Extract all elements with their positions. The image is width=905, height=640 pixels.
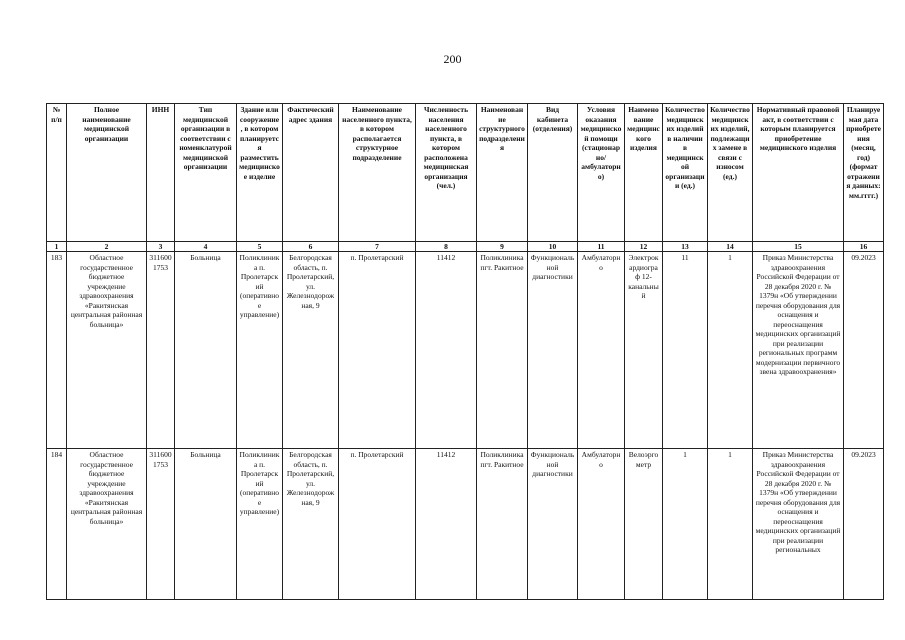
column-number: 3: [147, 242, 175, 252]
date-cell: 09.2023: [844, 449, 884, 600]
building-cell: Поликлиника п. Пролетарский (оперативное управление): [237, 449, 283, 600]
column-number: 4: [175, 242, 237, 252]
conditions-cell: Амбулаторно: [578, 449, 625, 600]
population-cell: 11412: [416, 252, 477, 449]
population-cell: 11412: [416, 449, 477, 600]
header-row: [47, 104, 884, 242]
org-type-cell: Больница: [175, 252, 237, 449]
qty-available-cell: 1: [663, 449, 708, 600]
column-header: Нормативный правовой акт, в соответствии с которым планируется приобретение медицинского изделия: [753, 104, 844, 242]
org-name-cell: Областное государственное бюджетное учреждение здравоохранения «Ракитянская центральная районная больница»: [67, 252, 147, 449]
column-header: Фактический адрес здания: [283, 104, 339, 242]
address-cell: Белгородская область, п. Пролетарский, ул. Железнодорожная, 9: [283, 252, 339, 449]
settlement-cell: п. Пролетарский: [339, 449, 416, 600]
subdivision-cell: Поликлиника пгт. Ракитное: [477, 252, 528, 449]
qty-replace-cell: 1: [708, 449, 753, 600]
column-number: 14: [708, 242, 753, 252]
column-number: 15: [753, 242, 844, 252]
cabinet-cell: Функциональной диагностики: [528, 449, 578, 600]
conditions-cell: Амбулаторно: [578, 252, 625, 449]
org-name-cell: Областное государственное бюджетное учреждение здравоохранения «Ракитянская центральная районная больница»: [67, 449, 147, 600]
column-header: Полное наименование медицинской организации: [67, 104, 147, 242]
legal-act-cell: Приказ Министерства здравоохранения Российской Федерации от 28 декабря 2020 г. № 1379н «Об утверждении перечня оборудования для оснащения и переоснащения медицинских организаций при реализации региональных: [753, 449, 844, 600]
column-header: Здание или сооружение, в котором планируется разместить медицинское изделие: [237, 104, 283, 242]
column-header: Тип медицинской организации в соответствии с номенклатурой медицинской организации: [175, 104, 237, 242]
column-number: 2: [67, 242, 147, 252]
column-header: Условия оказания медицинской помощи (стационарно/амбулаторно): [578, 104, 625, 242]
device-cell: Велоэргометр: [625, 449, 663, 600]
org-type-cell: Больница: [175, 449, 237, 600]
column-header: ИНН: [147, 104, 175, 242]
settlement-cell: п. Пролетарский: [339, 252, 416, 449]
column-number: 1: [47, 242, 67, 252]
inn-cell: 3116001753: [147, 252, 175, 449]
column-number: 9: [477, 242, 528, 252]
column-header: Вид кабинета (отделения): [528, 104, 578, 242]
column-number: 5: [237, 242, 283, 252]
device-cell: Электрокардиограф 12-канальный: [625, 252, 663, 449]
row-number: 184: [47, 449, 67, 600]
date-cell: 09.2023: [844, 252, 884, 449]
equipment-table: [46, 103, 884, 600]
column-number: 11: [578, 242, 625, 252]
address-cell: Белгородская область, п. Пролетарский, ул. Железнодорожная, 9: [283, 449, 339, 600]
column-header: № п/п: [47, 104, 67, 242]
building-cell: Поликлиника п. Пролетарский (оперативное управление): [237, 252, 283, 449]
column-number: 7: [339, 242, 416, 252]
column-number: 13: [663, 242, 708, 252]
column-header: Численность населения населенного пункта, в котором расположена медицинская организация (чел.): [416, 104, 477, 242]
column-header: Наименование населенного пункта, в котором располагается структурное подразделение: [339, 104, 416, 242]
column-number: 6: [283, 242, 339, 252]
column-number: 10: [528, 242, 578, 252]
subdivision-cell: Поликлиника пгт. Ракитное: [477, 449, 528, 600]
page-number: 200: [443, 52, 462, 66]
qty-replace-cell: 1: [708, 252, 753, 449]
legal-act-cell: Приказ Министерства здравоохранения Российской Федерации от 28 декабря 2020 г. № 1379н «Об утверждении перечня оборудования для оснащения и переоснащения медицинских организаций при реализации региональных программ модернизации первичного звена здравоохранения»: [753, 252, 844, 449]
column-header: Количество медицинских изделий в наличии в медицинской организации (ед.): [663, 104, 708, 242]
qty-available-cell: 11: [663, 252, 708, 449]
column-header: Планируемая дата приобретения (месяц, год) (формат отражения данных: мм.гггг.): [844, 104, 884, 242]
table-row: [47, 449, 884, 600]
inn-cell: 3116001753: [147, 449, 175, 600]
column-header: Наименование медицинского изделия: [625, 104, 663, 242]
column-header: Количество медицинских изделий, подлежащих замене в связи с износом (ед.): [708, 104, 753, 242]
column-header: Наименование структурного подразделения: [477, 104, 528, 242]
cabinet-cell: Функциональной диагностики: [528, 252, 578, 449]
row-number: 183: [47, 252, 67, 449]
column-number: 8: [416, 242, 477, 252]
column-number-row: [47, 242, 884, 252]
column-number: 16: [844, 242, 884, 252]
column-number: 12: [625, 242, 663, 252]
table-row: [47, 252, 884, 449]
